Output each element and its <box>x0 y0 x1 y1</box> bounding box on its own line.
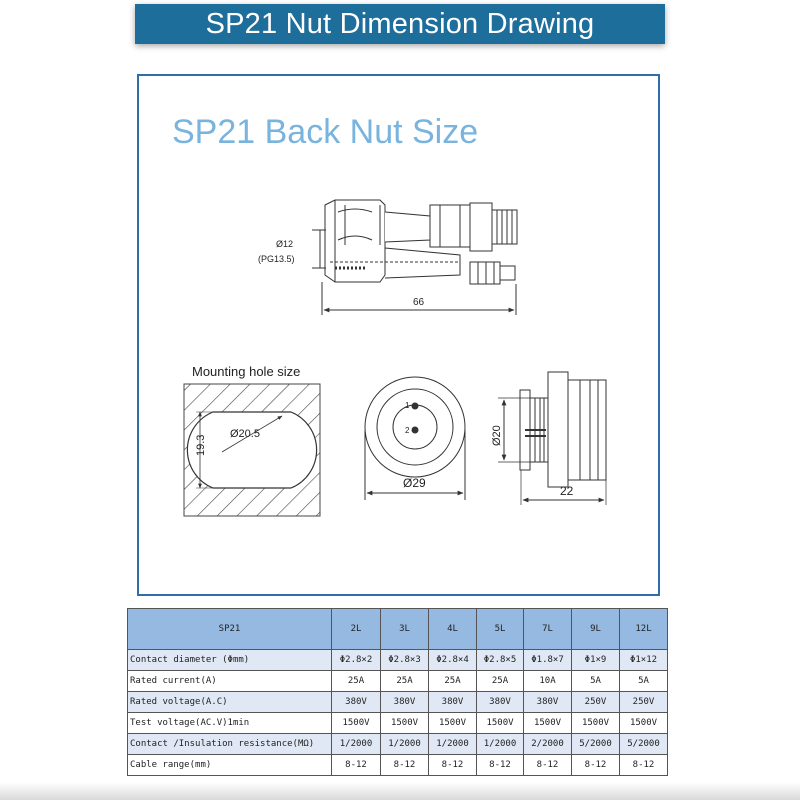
side-diameter-label: Ø12 <box>276 239 294 249</box>
table-row <box>128 734 668 755</box>
row-label: Contact /Insulation resistance(MΩ) <box>128 734 332 755</box>
table-cell: 380V <box>524 692 572 713</box>
table-cell: 8-12 <box>477 755 524 776</box>
table-header-cell: 4L <box>429 609 477 650</box>
table-cell: 1/2000 <box>381 734 429 755</box>
table-cell: 380V <box>381 692 429 713</box>
row-label: Cable range(mm) <box>128 755 332 776</box>
table-cell: 1/2000 <box>332 734 381 755</box>
table-cell: 8-12 <box>524 755 572 776</box>
table-cell: 8-12 <box>429 755 477 776</box>
table-row <box>128 671 668 692</box>
table-header-cell: 3L <box>381 609 429 650</box>
table-header-cell: 7L <box>524 609 572 650</box>
bottom-shadow <box>0 782 800 800</box>
table-row <box>128 692 668 713</box>
table-cell: 5A <box>572 671 620 692</box>
table-cell: 8-12 <box>332 755 381 776</box>
table-cell: 380V <box>429 692 477 713</box>
table-cell: Φ1×12 <box>620 650 668 671</box>
socket-view <box>498 372 606 505</box>
table-cell: Φ1×9 <box>572 650 620 671</box>
table-cell: 10A <box>524 671 572 692</box>
table-cell: 1500V <box>477 713 524 734</box>
page-title: SP21 Nut Dimension Drawing <box>205 7 595 40</box>
table-cell: 1500V <box>524 713 572 734</box>
front-diameter-label: Ø29 <box>403 476 426 490</box>
table-cell: 8-12 <box>572 755 620 776</box>
row-label: Contact diameter (Φmm) <box>128 650 332 671</box>
table-cell: Φ2.8×4 <box>429 650 477 671</box>
table-cell: 1500V <box>572 713 620 734</box>
table-row <box>128 755 668 776</box>
table-cell: 25A <box>477 671 524 692</box>
table-row <box>128 713 668 734</box>
table-cell: 250V <box>620 692 668 713</box>
hole-diameter-label: Ø20.5 <box>230 428 260 440</box>
table-cell: 8-12 <box>381 755 429 776</box>
row-label: Rated voltage(A.C) <box>128 692 332 713</box>
table-cell: 250V <box>572 692 620 713</box>
table-cell: 1500V <box>332 713 381 734</box>
drawing-subtitle: SP21 Back Nut Size <box>172 113 479 151</box>
table-row <box>128 650 668 671</box>
table-cell: 5A <box>620 671 668 692</box>
socket-length-label: 22 <box>560 484 574 498</box>
table-cell: Φ1.8×7 <box>524 650 572 671</box>
socket-diameter-label: Ø20 <box>491 425 503 446</box>
hole-flat-label: 19.3 <box>195 434 207 456</box>
table-header-row <box>128 609 668 650</box>
table-cell: 1/2000 <box>429 734 477 755</box>
pin-2-label: 2 <box>405 426 410 435</box>
table-cell: Φ2.8×2 <box>332 650 381 671</box>
table-cell: 1/2000 <box>477 734 524 755</box>
mounting-hole-title: Mounting hole size <box>192 364 301 379</box>
side-length-label: 66 <box>413 297 425 308</box>
table-header-cell: 2L <box>332 609 381 650</box>
table-cell: 8-12 <box>620 755 668 776</box>
table-cell: 25A <box>332 671 381 692</box>
table-cell: 380V <box>477 692 524 713</box>
table-header-cell: SP21 <box>128 609 332 650</box>
table-cell: 1500V <box>381 713 429 734</box>
spec-table <box>127 608 668 776</box>
row-label: Test voltage(AC.V)1min <box>128 713 332 734</box>
pin-1-label: 1 <box>405 401 410 410</box>
row-label: Rated current(A) <box>128 671 332 692</box>
table-cell: 25A <box>381 671 429 692</box>
table-cell: Φ2.8×3 <box>381 650 429 671</box>
side-thread-label: (PG13.5) <box>258 254 295 264</box>
table-cell: 25A <box>429 671 477 692</box>
table-cell: 5/2000 <box>620 734 668 755</box>
table-cell: 1500V <box>620 713 668 734</box>
table-cell: 2/2000 <box>524 734 572 755</box>
table-cell: 5/2000 <box>572 734 620 755</box>
table-header-cell: 5L <box>477 609 524 650</box>
table-cell: 1500V <box>429 713 477 734</box>
table-cell: 380V <box>332 692 381 713</box>
table-header-cell: 12L <box>620 609 668 650</box>
table-cell: Φ2.8×5 <box>477 650 524 671</box>
table-header-cell: 9L <box>572 609 620 650</box>
